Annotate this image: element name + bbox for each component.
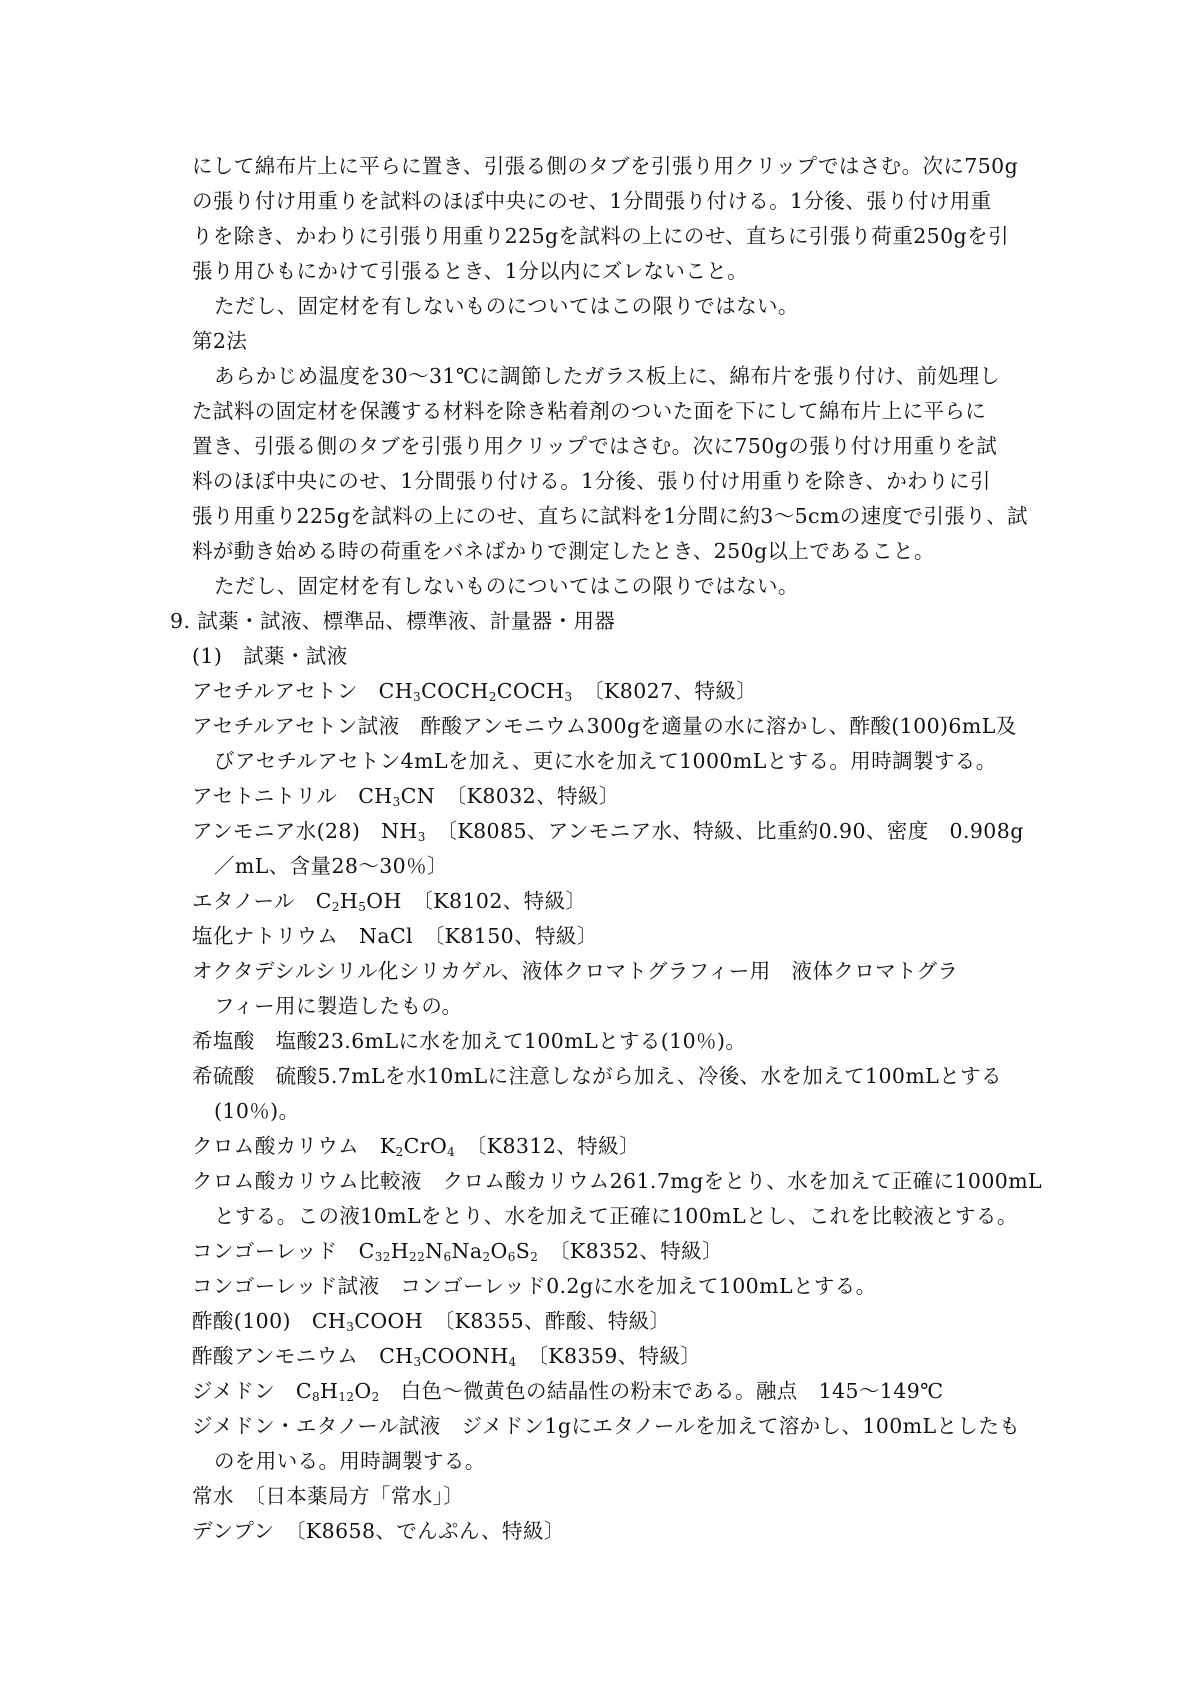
reagent-spec: 〔K8150、特級〕 bbox=[433, 924, 598, 948]
reagent-entry bbox=[192, 1238, 723, 1264]
reagent-spec: 〔K8355、酢酸、特級〕 bbox=[443, 1309, 671, 1333]
text-line: アセチルアセトン試液 酢酸アンモニウム300gを適量の水に溶かし、酢酸(100)6mL及 bbox=[192, 714, 1017, 738]
subsection-heading: (1) 試薬・試液 bbox=[192, 644, 348, 668]
text-line: ／mL、含量28～30％〕 bbox=[214, 854, 448, 878]
reagent-spec: 〔K8359、特級〕 bbox=[537, 1344, 702, 1368]
section-heading: 第2法 bbox=[192, 329, 248, 353]
reagent-description: 白色～微黄色の結晶性の粉末である。融点 145～149℃ bbox=[400, 1379, 944, 1403]
chemical-formula: $NH_3$ bbox=[381, 819, 426, 844]
text-line: 張り用ひもにかけて引張るとき、1分以内にズレないこと。 bbox=[192, 259, 749, 283]
text-line: オクタデシルシリル化シリカゲル、液体クロマトグラフィー用 液体クロマトグラ bbox=[192, 959, 959, 983]
reagent-spec: 〔K8032、特級〕 bbox=[455, 784, 620, 808]
reagent-name: ジメドン bbox=[192, 1379, 275, 1403]
reagent-spec: 〔K8102、特級〕 bbox=[422, 889, 587, 913]
reagent-entry bbox=[192, 888, 586, 914]
reagent-name: 塩化ナトリウム bbox=[192, 924, 339, 948]
reagent-spec: 〔K8658、でんぷん、特級〕 bbox=[295, 1519, 565, 1543]
section-heading: 9. 試薬・試液、標準品、標準液、計量器・用器 bbox=[170, 609, 616, 633]
text-line: 料のほぼ中央にのせ、1分間張り付ける。1分後、張り付け用重りを除き、かわりに引 bbox=[192, 469, 991, 493]
chemical-formula: $CH_3COCH_2COCH_3$ bbox=[378, 679, 573, 704]
chemical-formula: $CH_3COONH_4$ bbox=[379, 1344, 517, 1369]
reagent-spec: 〔K8312、特級〕 bbox=[476, 1134, 640, 1158]
chemical-formula: $K_2CrO_4$ bbox=[379, 1134, 456, 1159]
text-line: のを用いる。用時調製する。 bbox=[214, 1449, 486, 1473]
text-line: びアセチルアセトン4mLを加え、更に水を加えて1000mLとする。用時調製する。 bbox=[214, 749, 997, 773]
text-line: ジメドン・エタノール試液 ジメドン1gにエタノールを加えて溶かし、100mLとしたも bbox=[192, 1414, 1021, 1438]
text-line: ただし、固定材を有しないものについてはこの限りではない。 bbox=[214, 294, 799, 318]
reagent-entry bbox=[192, 818, 1024, 844]
reagent-spec: 〔日本薬局方「常水」〕 bbox=[254, 1484, 465, 1508]
reagent-entry bbox=[192, 1133, 640, 1159]
reagent-spec: 〔K8085、アンモニア水、特級、比重約0.90、密度 0.908g bbox=[446, 819, 1024, 843]
reagent-name: エタノール bbox=[192, 889, 295, 913]
reagent-entry bbox=[192, 1518, 565, 1544]
reagent-entry bbox=[192, 923, 598, 949]
reagent-entry bbox=[192, 678, 757, 704]
text-line: の張り付け用重りを試料のほぼ中央にのせ、1分間張り付ける。1分後、張り付け用重 bbox=[192, 189, 992, 213]
text-line: (10％)。 bbox=[214, 1099, 300, 1123]
text-line: 希塩酸 塩酸23.6mLに水を加えて100mLとする(10％)。 bbox=[192, 1029, 747, 1053]
reagent-name: 酢酸(100) bbox=[192, 1309, 291, 1333]
text-line: ただし、固定材を有しないものについてはこの限りではない。 bbox=[214, 574, 799, 598]
text-line: フィー用に製造したもの。 bbox=[214, 994, 463, 1018]
reagent-name: アセチルアセトン bbox=[192, 679, 358, 703]
text-line: あらかじめ温度を30～31℃に調節したガラス板上に、綿布片を張り付け、前処理し bbox=[214, 364, 1001, 388]
reagent-spec: 〔K8027、特級〕 bbox=[593, 679, 758, 703]
chemical-formula: $CH_3CN$ bbox=[358, 784, 436, 809]
reagent-spec: 〔K8352、特級〕 bbox=[559, 1239, 723, 1263]
chemical-formula: $C_2H_5OH$ bbox=[315, 889, 402, 914]
reagent-name: クロム酸カリウム bbox=[192, 1134, 359, 1158]
text-line: クロム酸カリウム比較液 クロム酸カリウム261.7mgをとり、水を加えて正確に1000mL bbox=[192, 1169, 1043, 1193]
text-line: 置き、引張る側のタブを引張り用クリップではさむ。次に750gの張り付け用重りを試 bbox=[192, 434, 998, 458]
reagent-name: コンゴーレッド bbox=[192, 1239, 338, 1263]
text-line: 希硫酸 硫酸5.7mLを水10mLに注意しながら加え、冷後、水を加えて100mLとする bbox=[192, 1064, 1002, 1088]
reagent-name: 常水 bbox=[192, 1484, 234, 1508]
reagent-name: デンプン bbox=[192, 1519, 275, 1543]
text-line: た試料の固定材を保護する材料を除き粘着剤のついた面を下にして綿布片上に平らに bbox=[192, 399, 987, 423]
reagent-name: 酢酸アンモニウム bbox=[192, 1344, 359, 1368]
text-line: にして綿布片上に平らに置き、引張る側のタブを引張り用クリップではさむ。次に750g bbox=[192, 154, 1019, 178]
reagent-name: アンモニア水(28) bbox=[192, 819, 361, 843]
reagent-entry bbox=[192, 1308, 670, 1334]
reagent-entry bbox=[192, 783, 620, 809]
text-line: 料が動き始める時の荷重をバネばかりで測定したとき、250g以上であること。 bbox=[192, 539, 935, 563]
chemical-formula: $C_{32}H_{22}N_6Na_2O_6S_2$ bbox=[358, 1239, 539, 1264]
text-line: コンゴーレッド試液 コンゴーレッド0.2gに水を加えて100mLとする。 bbox=[192, 1274, 877, 1298]
text-line: りを除き、かわりに引張り用重り225gを試料の上にのせ、直ちに引張り荷重250gを引 bbox=[192, 224, 1009, 248]
chemical-formula: $C_8H_{12}O_2$ bbox=[295, 1379, 380, 1404]
text-line: 張り用重り225gを試料の上にのせ、直ちに試料を1分間に約3～5cmの速度で引張り、試 bbox=[192, 504, 1028, 528]
chemical-formula: $CH_3COOH$ bbox=[311, 1309, 424, 1334]
reagent-entry bbox=[192, 1483, 464, 1509]
text-line: とする。この液10mLをとり、水を加えて正確に100mLとし、これを比較液とする。 bbox=[214, 1204, 1018, 1228]
reagent-entry bbox=[192, 1343, 701, 1369]
chemical-formula: NaCl bbox=[359, 924, 414, 948]
reagent-entry bbox=[192, 1378, 943, 1404]
reagent-name: アセトニトリル bbox=[192, 784, 338, 808]
